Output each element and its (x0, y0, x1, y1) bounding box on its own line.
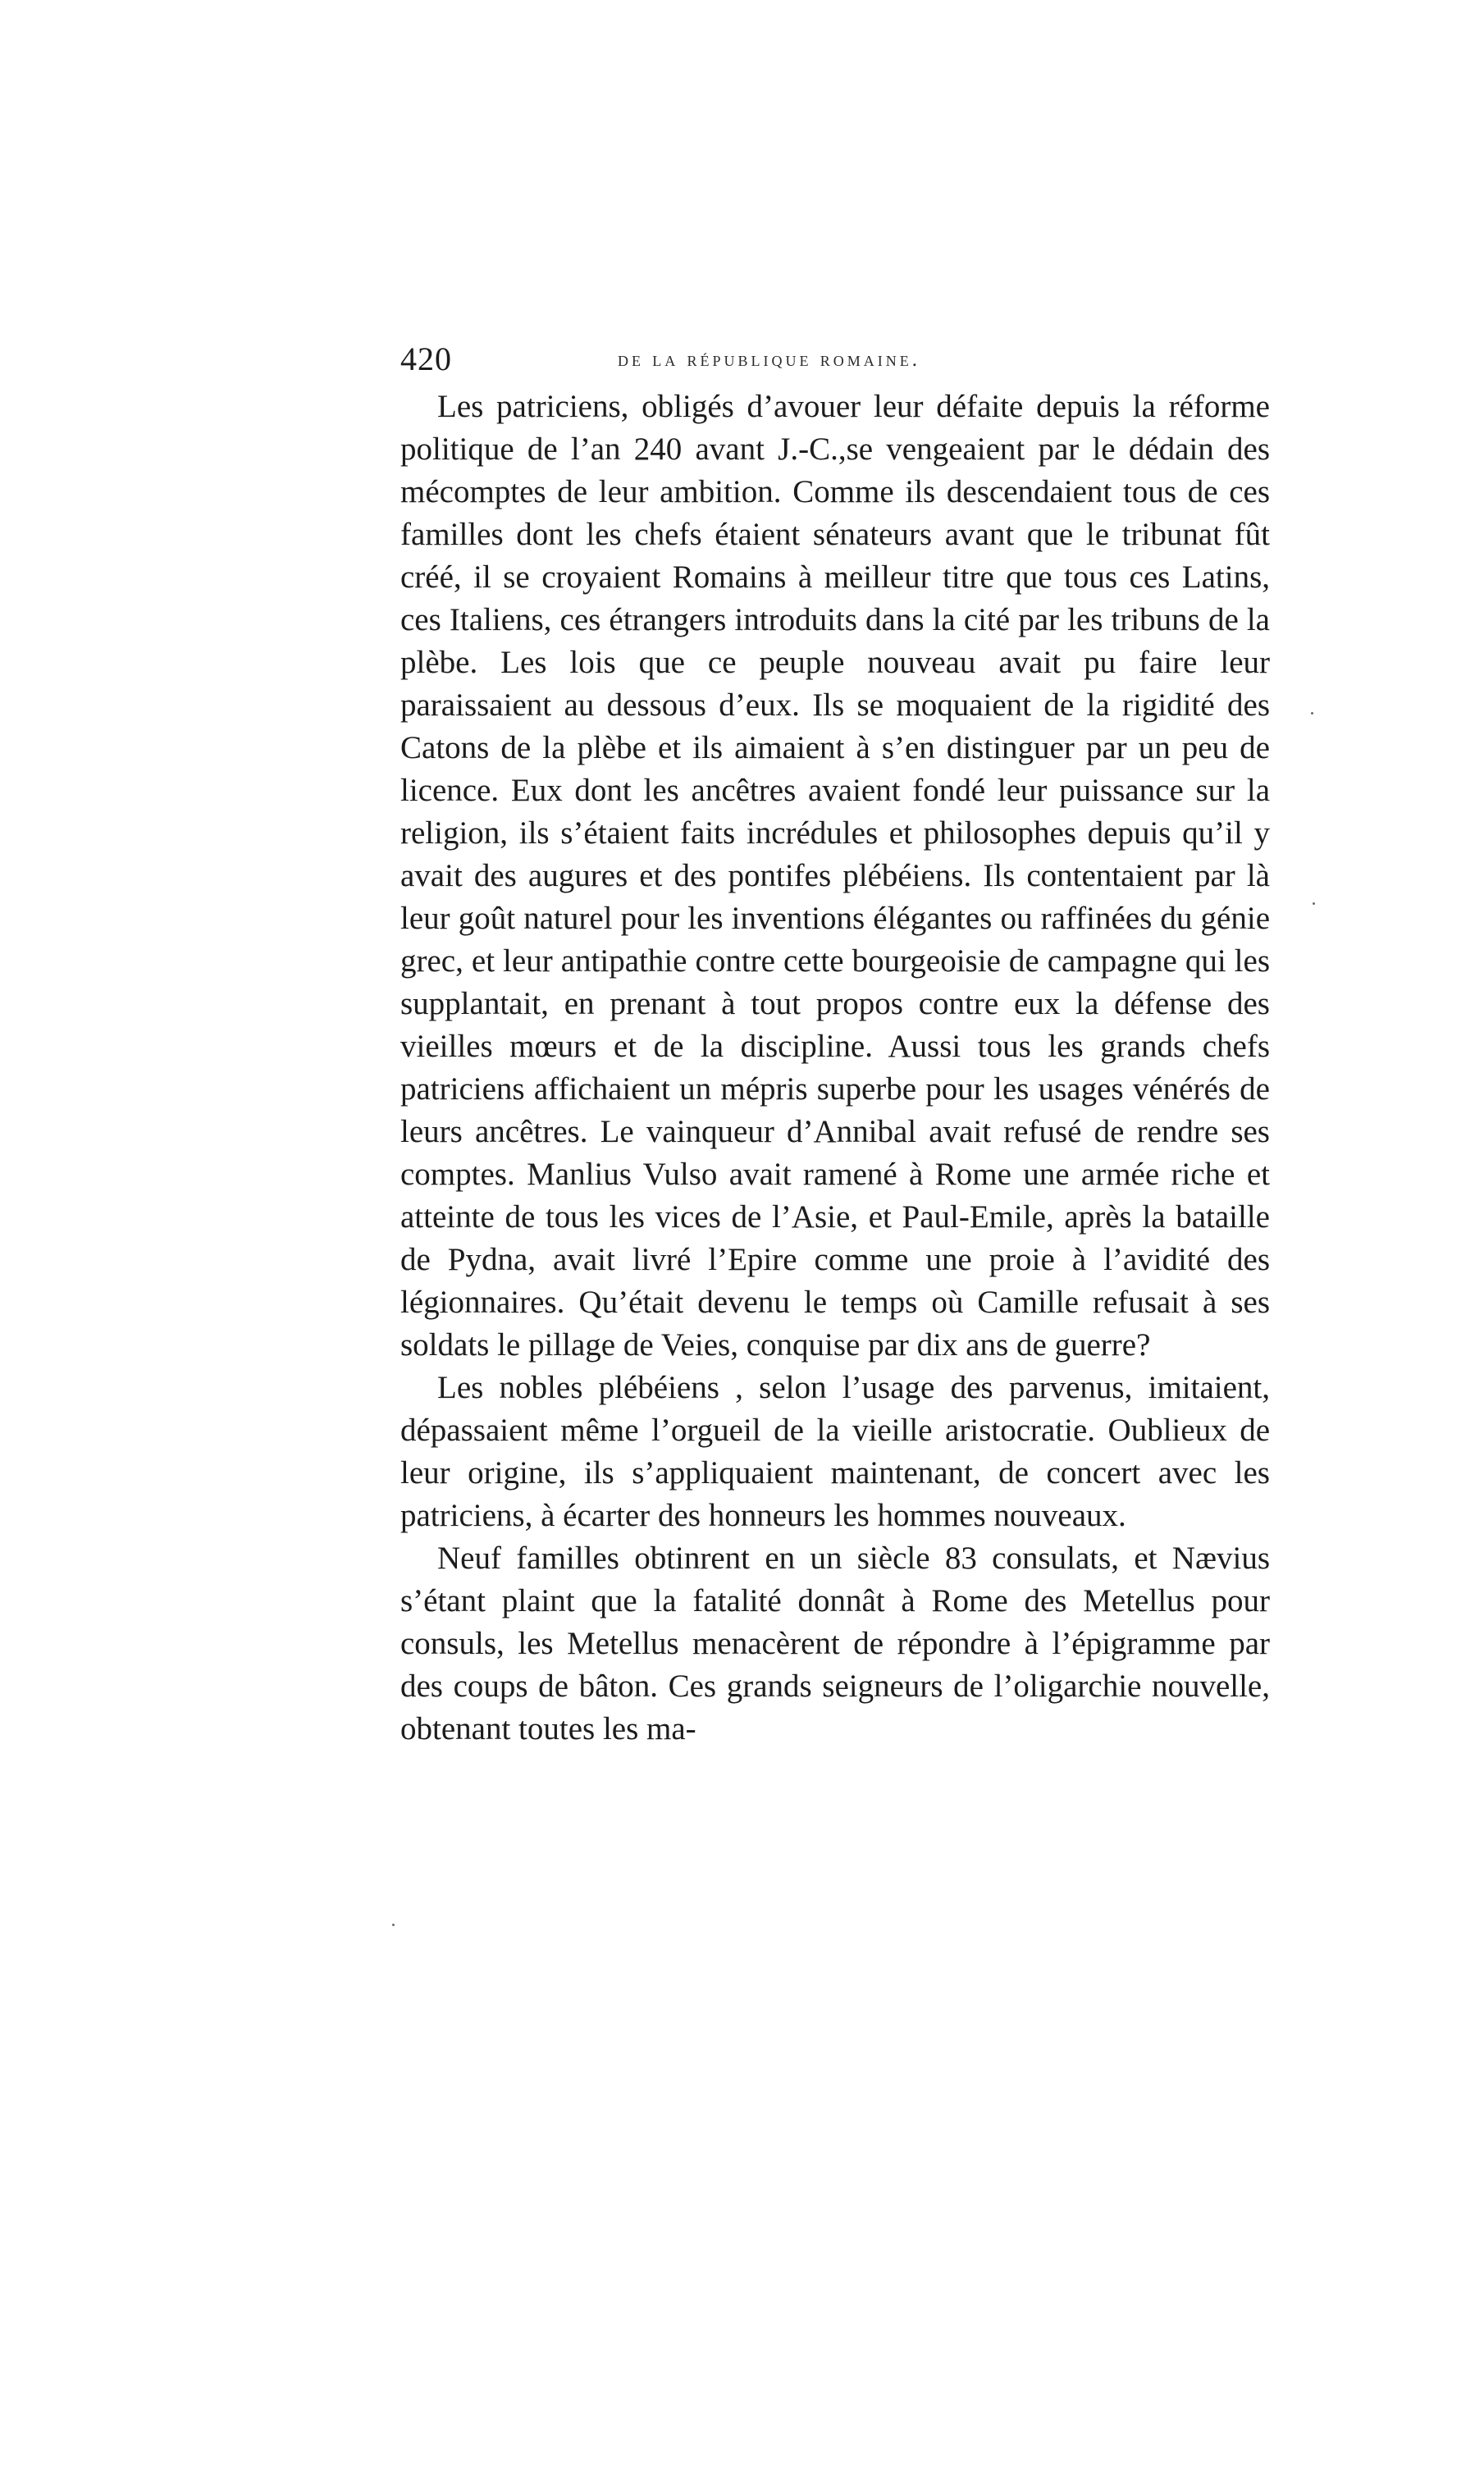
page-number: 420 (400, 340, 452, 377)
paragraph: Neuf familles obtinrent en un siècle 83 consulats, et Nævius s’étant plaint que la fatalité donnât à Rome des Metellus pour consuls, les Metellus menacèrent de répondre à l’épigramme par des coups de bâton. Ces grands seigneurs de l’oligarchie nouvelle, obtenant toutes les ma- (400, 1541, 1270, 1746)
paragraph: Les nobles plébéiens , selon l’usage des parvenus, imitaient, dépassaient même l’orgueil de la vieille aristocratie. Oublieux de leur origine, ils s’appliquaient maintenant, de concert avec les patriciens, à écarter des honneurs les hommes nouveaux. (400, 1370, 1270, 1533)
paper-speck (1311, 712, 1313, 714)
paper-speck (1313, 902, 1315, 905)
paper-speck (392, 1924, 395, 1926)
body-text (400, 386, 1270, 1751)
running-title: de la république romaine. (618, 349, 920, 371)
running-head (400, 335, 1270, 384)
paragraph: Les patriciens, obligés d’avouer leur défaite depuis la réforme politique de l’an 240 avant J.-C.,se vengeaient par le dédain des mécomptes de leur ambition. Comme ils descendaient tous de ces familles dont les chefs étaient sénateurs avant que le tribunat fût créé, il se croyaient Romains à meilleur titre que tous ces Latins, ces Italiens, ces étrangers introduits dans la cité par les tribuns de la plèbe. Les lois que ce peuple nouveau avait pu faire leur paraissaient au dessous d’eux. Ils se moquaient de la rigidité des Catons de la plèbe et ils aimaient à s’en distinguer par un peu de licence. Eux dont les ancêtres avaient fondé leur puissance sur la religion, ils s’étaient faits incrédules et philosophes depuis qu’il y avait des augures et des pontifes plébéiens. Ils contentaient par là leur goût naturel pour les inventions élégantes ou raffinées du génie grec, et leur antipathie contre cette bourgeoisie de campagne qui les supplantait, en prenant à tout propos contre eux la défense des vieilles mœurs et de la discipline. Aussi tous les grands chefs patriciens affichaient un mépris superbe pour les usages vénérés de leurs ancêtres. Le vainqueur d’Annibal avait refusé de rendre ses comptes. Manlius Vulso avait ramené à Rome une armée riche et atteinte de tous les vices de l’Asie, et Paul-Emile, après la bataille de Pydna, avait livré l’Epire comme une proie à l’avidité des légionnaires. Qu’était devenu le temps où Camille refusait à ses soldats le pillage de Veies, conquise par dix ans de guerre? (400, 389, 1270, 1363)
